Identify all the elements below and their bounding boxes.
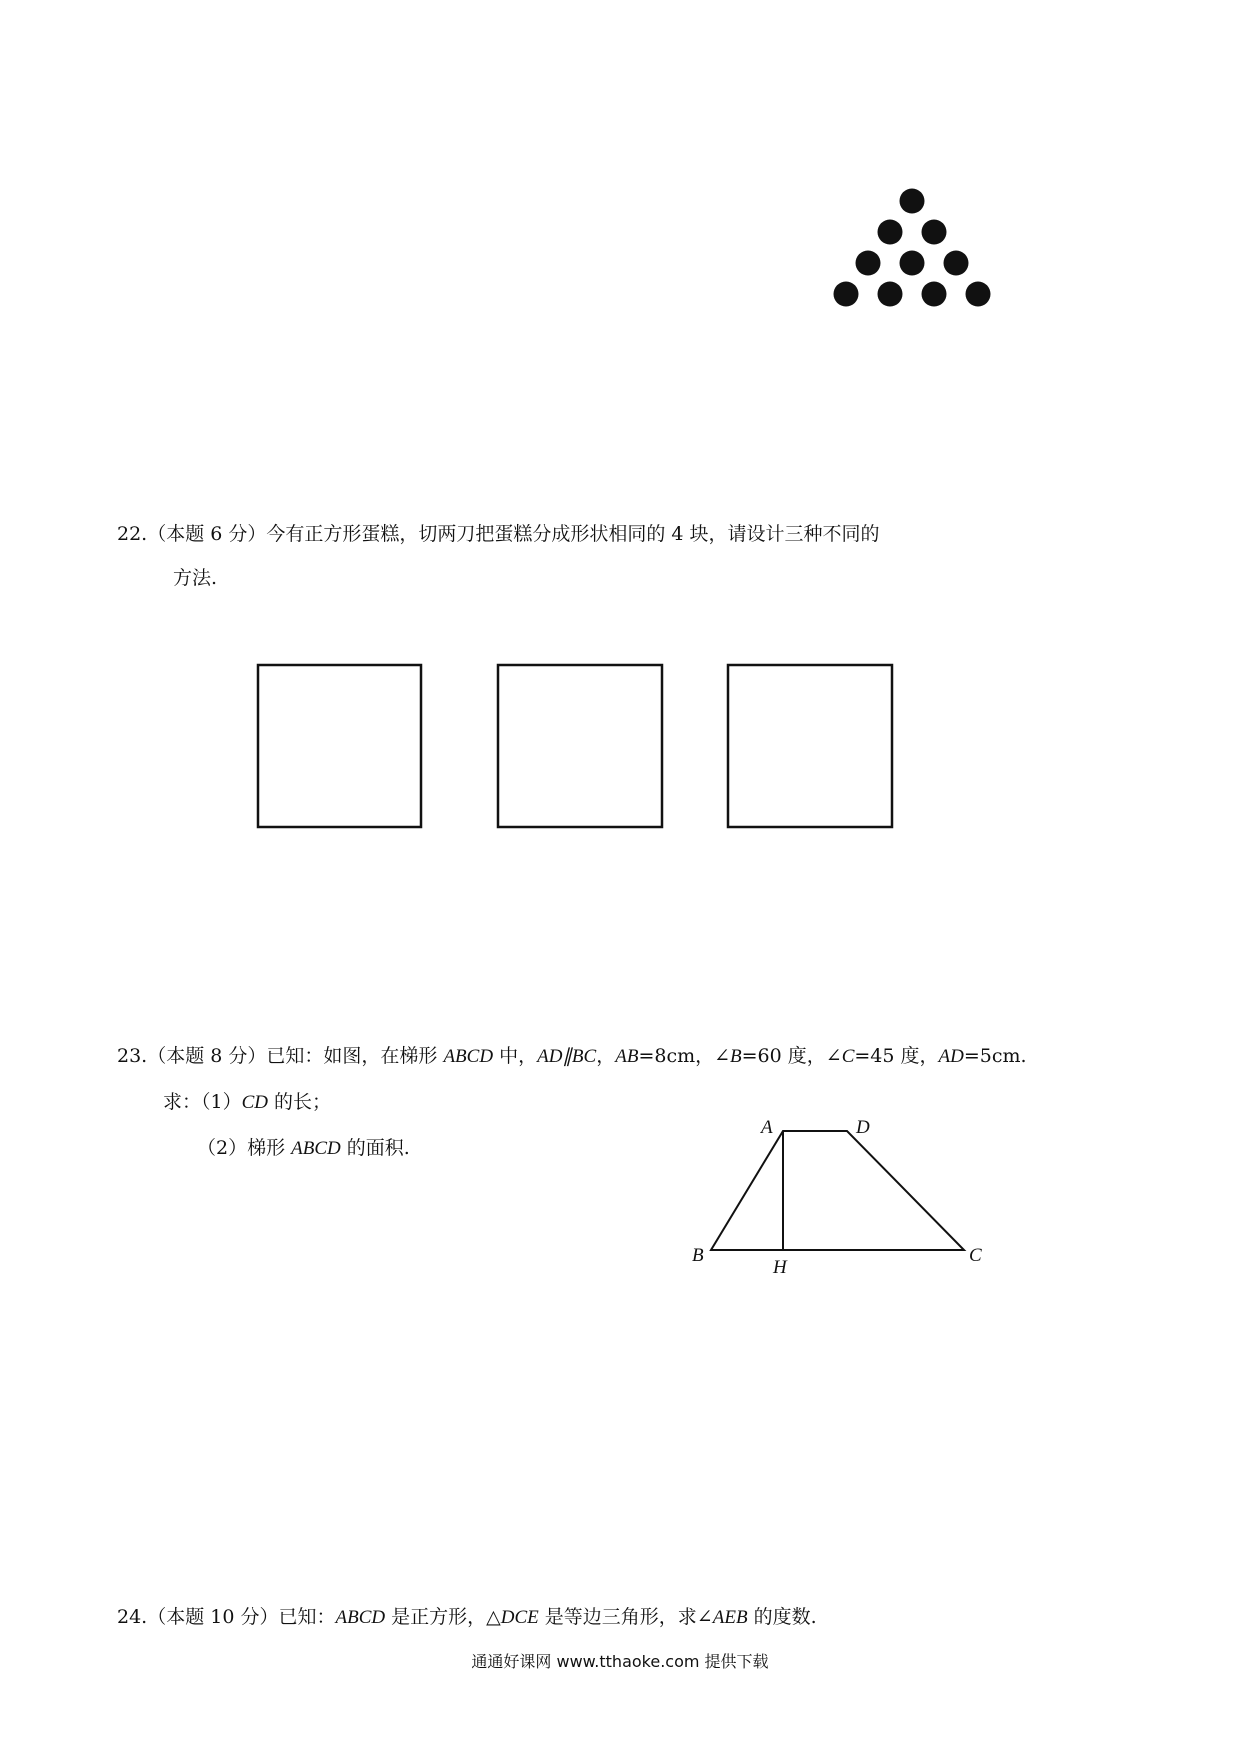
math-var: C <box>841 1046 855 1067</box>
math-var: AB <box>615 1046 639 1067</box>
math-var: CD <box>241 1092 268 1113</box>
math-var: AEB <box>712 1607 748 1628</box>
question-number: 23. <box>117 1045 148 1067</box>
label-b: B <box>692 1245 704 1266</box>
squares-figure <box>255 662 905 832</box>
question-number: 22. <box>117 523 148 545</box>
label-d: D <box>856 1117 870 1138</box>
dot <box>856 251 881 276</box>
question-text: 的面积. <box>340 1137 410 1159</box>
question-text: ， <box>596 1045 616 1067</box>
question-text: 的长； <box>268 1091 332 1113</box>
math-var: ABCD <box>291 1138 341 1159</box>
question-text: 是正方形，△ <box>385 1606 501 1628</box>
trapezoid-abcd <box>711 1131 964 1250</box>
question-24 <box>117 1604 817 1631</box>
dot <box>834 282 859 307</box>
dot <box>922 282 947 307</box>
label-c: C <box>969 1245 982 1266</box>
question-text: （2）梯形 <box>197 1137 292 1159</box>
trapezoid-diagram <box>680 1108 1000 1278</box>
dot <box>900 251 925 276</box>
question-text: 方法. <box>173 567 218 589</box>
dot <box>944 251 969 276</box>
math-var: ABCD <box>443 1046 494 1067</box>
question-23-ask2 <box>197 1135 410 1162</box>
question-text: =8cm，∠ <box>638 1045 731 1067</box>
question-text: 已知： <box>278 1606 336 1628</box>
label-a: A <box>761 1117 773 1138</box>
question-number: 24. <box>117 1606 148 1628</box>
square-3 <box>728 665 892 827</box>
math-var: B <box>730 1046 742 1067</box>
footer-text: 通通好课网 www.tthaoke.com 提供下载 <box>471 1652 769 1671</box>
page-footer <box>0 1649 1240 1672</box>
math-expr: AD∥BC <box>537 1046 597 1067</box>
dot <box>922 220 947 245</box>
question-text: 的度数. <box>747 1606 817 1628</box>
square-1 <box>258 665 421 827</box>
question-points: （本题 8 分） <box>147 1045 267 1067</box>
dot <box>878 282 903 307</box>
question-23-ask1 <box>163 1089 331 1116</box>
question-text: =60 度，∠ <box>741 1045 842 1067</box>
question-text: 今有正方形蛋糕，切两刀把蛋糕分成形状相同的 4 块，请设计三种不同的 <box>266 523 880 545</box>
question-text: =45 度， <box>854 1045 939 1067</box>
question-text: 是等边三角形，求∠ <box>538 1606 713 1628</box>
dot <box>966 282 991 307</box>
dot-triangle-figure <box>820 180 1000 310</box>
question-text: 已知：如图，在梯形 <box>266 1045 444 1067</box>
dot <box>900 189 925 214</box>
question-22-line2 <box>173 565 217 591</box>
question-23 <box>117 1043 1027 1070</box>
question-points: （本题 10 分） <box>147 1606 279 1628</box>
math-var: ABCD <box>335 1607 386 1628</box>
question-22 <box>117 521 880 547</box>
square-2 <box>498 665 662 827</box>
math-var: AD <box>938 1046 964 1067</box>
dot <box>878 220 903 245</box>
label-h: H <box>773 1257 787 1278</box>
question-text: 求：（1） <box>163 1091 242 1113</box>
question-text: =5cm. <box>963 1045 1027 1067</box>
math-var: DCE <box>500 1607 539 1628</box>
question-text: 中， <box>493 1045 538 1067</box>
question-points: （本题 6 分） <box>147 523 267 545</box>
